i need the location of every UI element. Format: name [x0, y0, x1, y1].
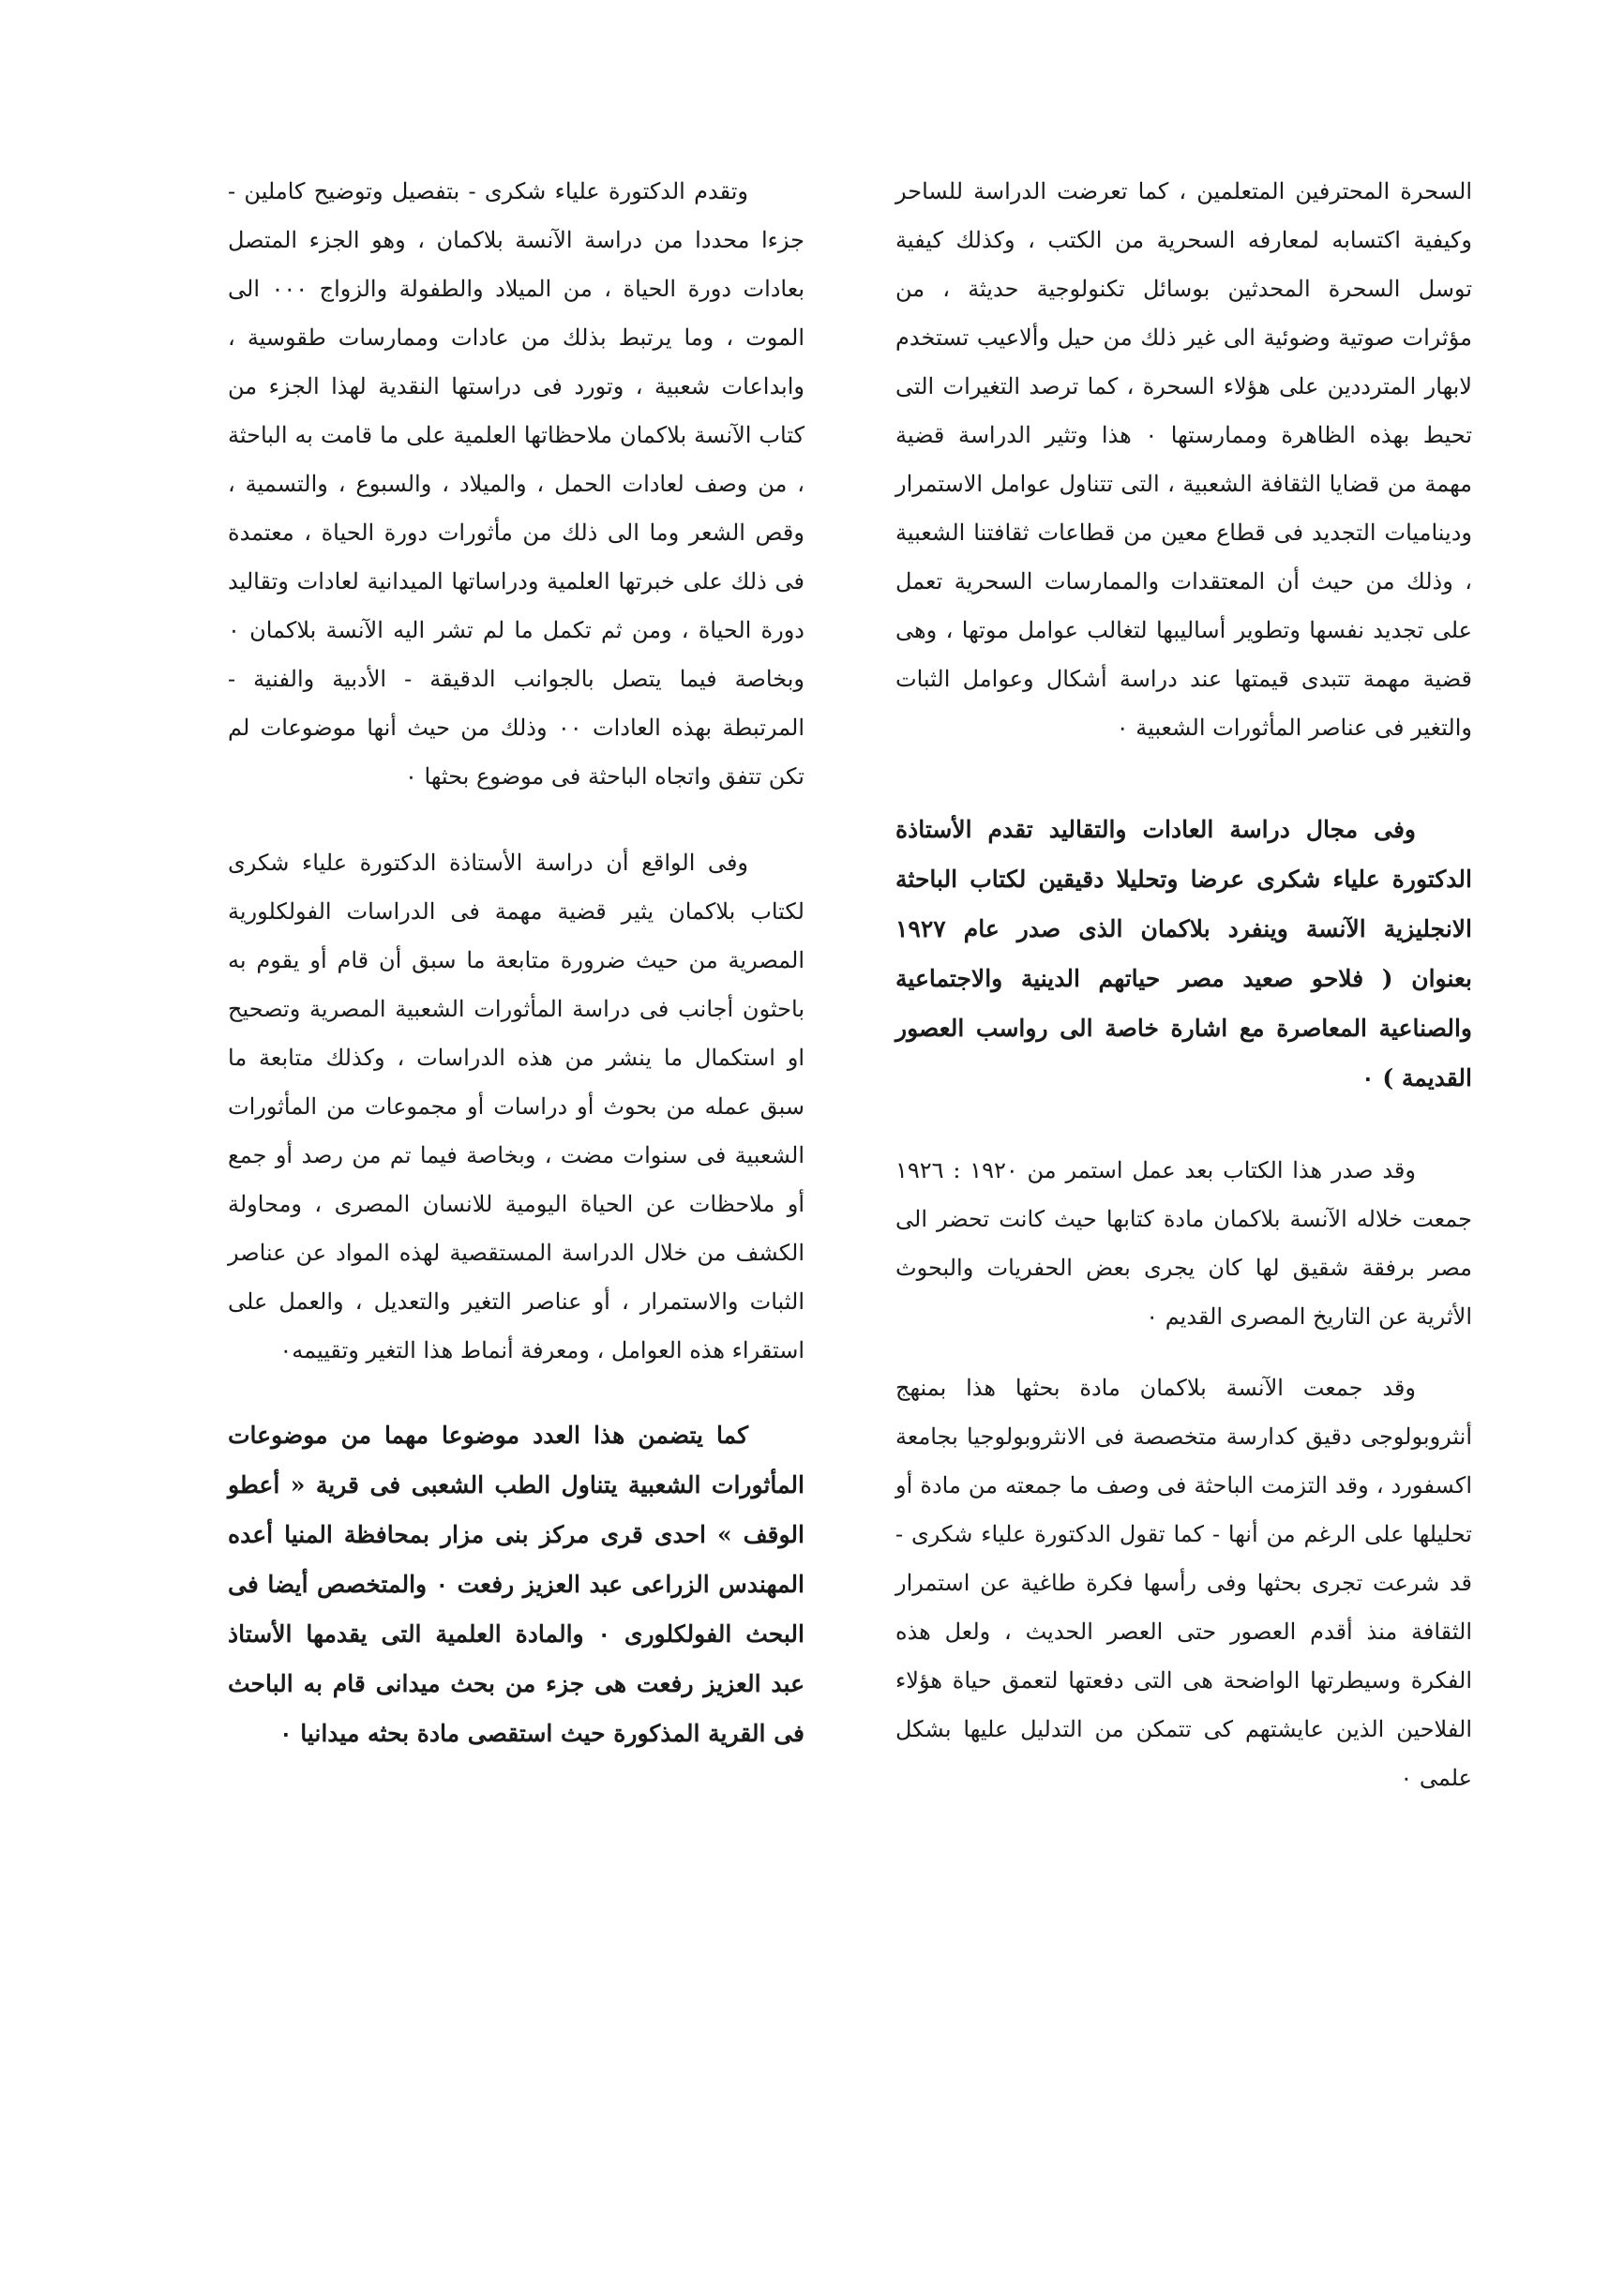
- paragraph-methodology: وقد جمعت الآنسة بلاكمان مادة بحثها هذا بمنهج أنثروبولوجى دقيق كدارسة متخصصة فى الانثروبولوجيا بجامعة اكسفورد ، وقد التزمت الباحثة فى وصف ما جمعته من مادة أو تحليلها على الرغم من أنها - كما تقول الدكتورة علياء شكرى - قد شرعت تجرى بحثها وفى رأسها فكرة طاغية عن استمرار الثقافة منذ أقدم العصور حتى العصر الحديث ، ولعل هذه الفكرة وسيطرتها الواضحة هى التى دفعتها لتعمق حياة هؤلاء الفلاحين الذين عايشتهم كى تتمكن من التدليل عليها بشكل علمى ٠: [895, 1375, 1472, 1791]
- paragraph-folk-medicine: كما يتضمن هذا العدد موضوعا مهما من موضوعات المأثورات الشعبية يتناول الطب الشعبى فى قرية « أعطو الوقف » احدى قرى مركز بنى مزار بمحافظة المنيا أعده المهندس الزراعى عبد العزيز رفعت ٠ والمتخصص أيضا فى البحث الفولكلورى ٠ والمادة العلمية التى يقدمها الأستاذ عبد العزيز رفعت هى جزء من بحث ميدانى قام به الباحث فى القرية المذكورة حيث استقصى مادة بحثه ميدانيا ٠: [228, 1422, 804, 1747]
- paragraph-book-history: وقد صدر هذا الكتاب بعد عمل استمر من ١٩٢٠ : ١٩٢٦ جمعت خلاله الآنسة بلاكمان مادة كتابها حيث كانت تحضر الى مصر برفقة شقيق لها كان يجرى بعض الحفريات والبحوث الأثرية عن التاريخ المصرى القديم ٠: [895, 1157, 1472, 1330]
- left-column: [228, 167, 804, 1758]
- right-column: [895, 167, 1472, 1802]
- paragraph-magicians: السحرة المحترفين المتعلمين ، كما تعرضت الدراسة للساحر وكيفية اكتسابه لمعارفه السحرية من الكتب ، وكذلك كيفية توسل السحرة المحدثين بوسائل تكنولوجية حديثة ، من مؤثرات صوتية وضوئية الى غير ذلك من حيل وألاعيب تستخدم لابهار المترددين على هؤلاء السحرة ، كما ترصد التغيرات التى تحيط بهذه الظاهرة وممارستها ٠ هذا وتثير الدراسة قضية مهمة من قضايا الثقافة الشعبية ، التى تتناول عوامل الاستمرار وديناميات التجديد فى قطاع معين من قطاعات ثقافتنا الشعبية ، وذلك من حيث أن المعتقدات والممارسات السحرية تعمل على تجديد نفسها وتطوير أساليبها لتغالب عوامل موتها ، وهى قضية مهمة تتبدى قيمتها عند دراسة أشكال وعوامل الثبات والتغير فى عناصر المأثورات الشعبية ٠: [895, 178, 1472, 741]
- paragraph-customs-review: وفى مجال دراسة العادات والتقاليد تقدم الأستاذة الدكتورة علياء شكرى عرضا وتحليلا دقيقين لكتاب الباحثة الانجليزية الآنسة وينفرد بلاكمان الذى صدر عام ١٩٢٧ بعنوان ( فلاحو صعيد مصر حياتهم الدينية والاجتماعية والصناعية المعاصرة مع اشارة خاصة الى رواسب العصور القديمة ) ٠: [895, 816, 1472, 1092]
- paragraph-folklore-studies: وفى الواقع أن دراسة الأستاذة الدكتورة علياء شكرى لكتاب بلاكمان يثير قضية مهمة فى الدراسات الفولكلورية المصرية من حيث ضرورة متابعة ما سبق أن قام أو يقوم به باحثون أجانب فى دراسة المأثورات الشعبية المصرية وتصحيح او استكمال ما ينشر من هذه الدراسات ، وكذلك متابعة ما سبق عمله من بحوث أو دراسات أو مجموعات من المأثورات الشعبية فى سنوات مضت ، وبخاصة فيما تم من رصد أو جمع أو ملاحظات عن الحياة اليومية للانسان المصرى ، ومحاولة الكشف من خلال الدراسة المستقصية لهذه المواد عن عناصر الثبات والاستمرار ، أو عناصر التغير والتعديل ، والعمل على استقراء هذه العوامل ، ومعرفة أنماط هذا التغير وتقييمه٠: [228, 850, 804, 1363]
- paragraph-life-cycle: وتقدم الدكتورة علياء شكرى - بتفصيل وتوضيح كاملين - جزءا محددا من دراسة الآنسة بلاكمان ، وهو الجزء المتصل بعادات دورة الحياة ، من الميلاد والطفولة والزواج ٠٠٠ الى الموت ، وما يرتبط بذلك من عادات وممارسات طقوسية ، وابداعات شعبية ، وتورد فى دراستها النقدية لهذا الجزء من كتاب الآنسة بلاكمان ملاحظاتها العلمية على ما قامت به الباحثة ، من وصف لعادات الحمل ، والميلاد ، والسبوع ، والتسمية ، وقص الشعر وما الى ذلك من مأثورات دورة الحياة ، معتمدة فى ذلك على خبرتها العلمية ودراساتها الميدانية لعادات وتقاليد دورة الحياة ، ومن ثم تكمل ما لم تشر اليه الآنسة بلاكمان ٠ وبخاصة فيما يتصل بالجوانب الدقيقة - الأدبية والفنية - المرتبطة بهذه العادات ٠٠ وذلك من حيث أنها موضوعات لم تكن تتفق واتجاه الباحثة فى موضوع بحثها ٠: [228, 178, 804, 790]
